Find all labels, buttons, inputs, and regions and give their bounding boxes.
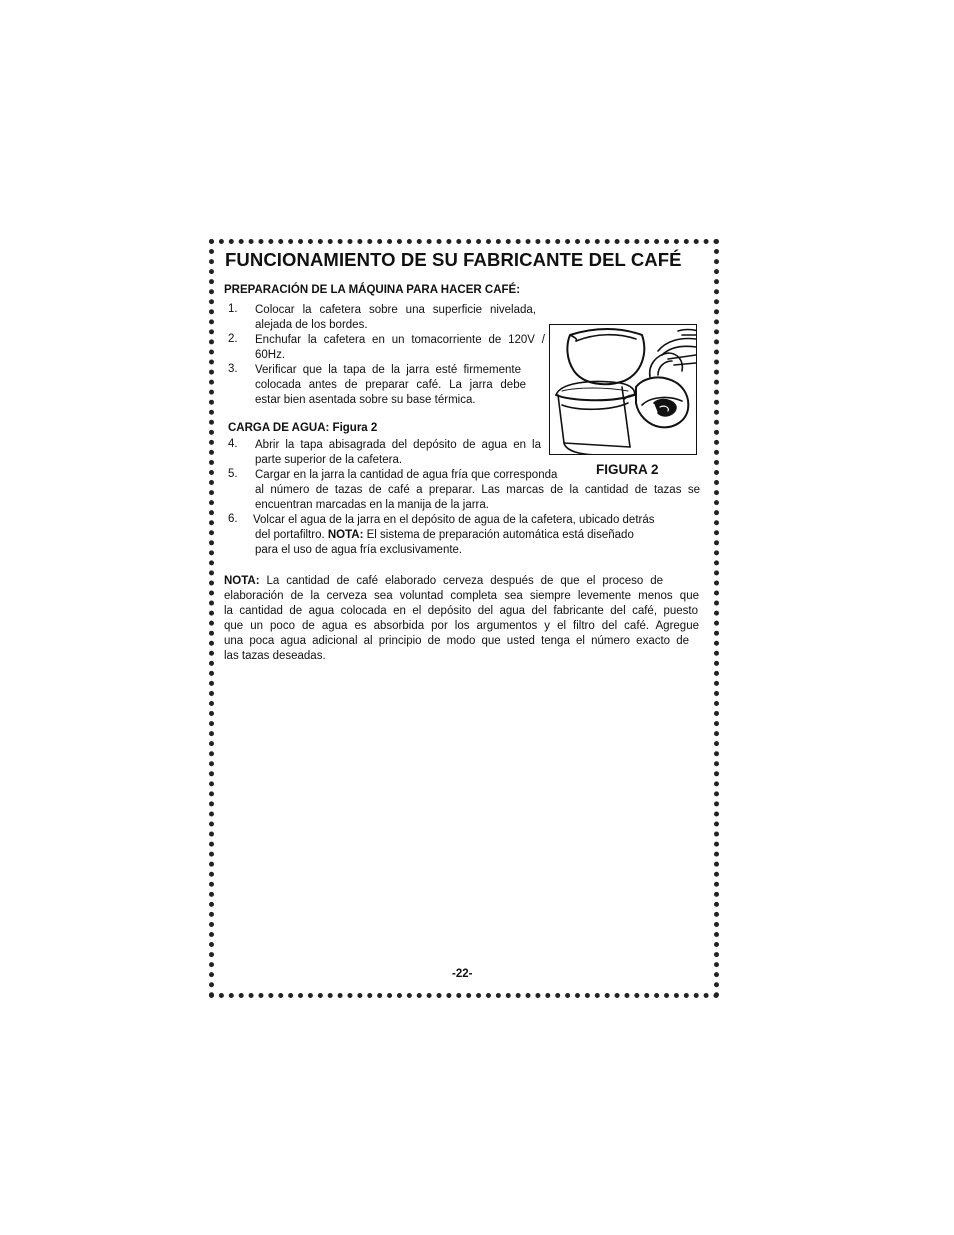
item-text: parte superior de la cafetera. <box>255 454 403 466</box>
item-text: Cargar en la jarra la cantidad de agua fría que corresponda <box>255 469 558 481</box>
item-number: 5. <box>228 468 238 480</box>
item-text: estar bien asentada sobre su base térmica. <box>255 394 476 406</box>
item-text: 60Hz. <box>255 349 286 361</box>
item-text: para el uso de agua fría exclusivamente. <box>255 544 463 556</box>
item-number: 6. <box>228 513 238 525</box>
figure-caption: FIGURA 2 <box>596 462 659 477</box>
item-text: Abrir la tapa abisagrada del depósito de agua en la <box>255 439 541 451</box>
page-title: FUNCIONAMIENTO DE SU FABRICANTE DEL CAFÉ <box>225 249 682 270</box>
note-line: una poca agua adicional al principio de modo que usted tenga el número exacto de <box>224 635 689 647</box>
item-text: alejada de los bordes. <box>255 319 368 331</box>
note-inline-label: NOTA: <box>327 529 364 541</box>
item-text: al número de tazas de café a preparar. Las marcas de la cantidad de tazas se <box>255 484 700 496</box>
note-line: elaboración de la cerveza sea voluntad completa sea siempre levemente menos que <box>224 590 699 602</box>
item-number: 2. <box>228 333 238 345</box>
item-text: Volcar el agua de la jarra en el depósito de agua de la cafetera, ubicado detrás <box>253 514 655 526</box>
figure-2-illustration <box>549 324 697 455</box>
item-number: 1. <box>228 303 238 315</box>
section-heading-water: CARGA DE AGUA: Figura 2 <box>228 422 378 434</box>
item-text: Enchufar la cafetera en un tomacorriente de 120V / <box>255 334 545 346</box>
note-label: NOTA: <box>224 575 260 587</box>
note-line: que un poco de agua es absorbida por los argumentos y el filtro del café. Agregue <box>224 620 699 632</box>
page-number: -22- <box>452 968 473 980</box>
coffee-carafe-pouring-illustration <box>550 325 697 455</box>
note-line: NOTA: La cantidad de café elaborado cerveza después de que el proceso de <box>224 575 663 587</box>
note-line: la cantidad de agua colocada en el depósito del agua del fabricante del café, puesto <box>224 605 698 617</box>
note-line: las tazas deseadas. <box>224 650 326 662</box>
item-text: del portafiltro. NOTA: El sistema de preparación automática está diseñado <box>255 529 634 541</box>
section-heading-preparation: PREPARACIÓN DE LA MÁQUINA PARA HACER CAFÉ: <box>224 284 521 296</box>
item-text: Verificar que la tapa de la jarra esté firmemente <box>255 364 521 376</box>
item-text: encuentran marcadas en la manija de la jarra. <box>255 499 489 511</box>
item-number: 3. <box>228 363 238 375</box>
item-text: colocada antes de preparar café. La jarra debe <box>255 379 526 391</box>
item-number: 4. <box>228 438 238 450</box>
item-text: Colocar la cafetera sobre una superficie nivelada, <box>255 304 536 316</box>
